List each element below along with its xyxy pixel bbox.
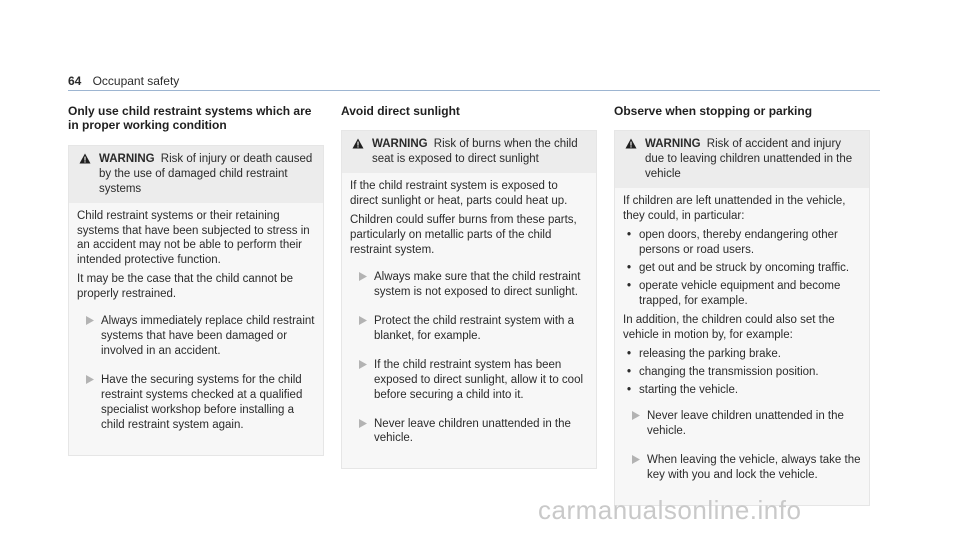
warning-paragraph: Child restraint systems or their retaining systems that have been subjected to stress in an accident may not be able to perform their intended protective function.	[77, 209, 310, 267]
bullet-list	[623, 347, 861, 398]
instruction-step	[350, 314, 588, 344]
warning-body	[342, 173, 596, 468]
warning-label: WARNING	[645, 138, 701, 151]
play-arrow-icon	[359, 419, 367, 428]
play-arrow-icon	[86, 316, 94, 325]
step-text: Always immediately replace child restraint systems that have been damaged or involved in an accident.	[101, 315, 315, 358]
list-item: • operate vehicle equipment and become trapped, for example.	[623, 279, 861, 309]
play-arrow-icon	[359, 272, 367, 281]
play-arrow-icon	[632, 455, 640, 464]
warning-title: Risk of burns when the child seat is exposed to direct sunlight	[372, 138, 578, 166]
warning-title: Risk of injury or death caused by the use of damaged child restraint systems	[99, 152, 313, 195]
section-title: Occupant safety	[92, 74, 180, 88]
step-text: Have the securing systems for the child restraint systems checked at a qualified specialist workshop before installing a child restraint system again.	[101, 374, 303, 431]
step-text: Never leave children unattended in the vehicle.	[374, 417, 571, 445]
step-text: When leaving the vehicle, always take the key with you and lock the vehicle.	[647, 454, 861, 482]
warning-body	[615, 188, 869, 505]
warning-paragraph: If the child restraint system is exposed to direct sunlight or heat, parts could heat up.	[350, 180, 568, 208]
instruction-steps	[623, 409, 861, 483]
header-divider	[68, 90, 880, 91]
warning-box	[68, 145, 324, 456]
watermark: carmanualsonline.info	[538, 495, 802, 525]
warning-paragraph: In addition, the children could also set the vehicle in motion by, for example:	[623, 313, 835, 341]
column-stopping-parking	[614, 104, 870, 506]
warning-paragraph: Children could suffer burns from these parts, particularly on metallic parts of the child restraint system.	[350, 214, 577, 257]
warning-paragraph: It may be the case that the child cannot be properly restrained.	[77, 273, 294, 301]
warning-triangle-icon	[352, 138, 364, 149]
warning-header	[342, 131, 596, 173]
list-item: • releasing the parking brake.	[623, 347, 861, 362]
warning-header	[69, 146, 323, 203]
section-heading: Avoid direct sunlight	[341, 104, 460, 118]
list-item: • changing the transmission position.	[623, 365, 861, 380]
bullet-list	[623, 228, 861, 309]
warning-triangle-icon	[79, 153, 91, 164]
play-arrow-icon	[632, 411, 640, 420]
column-direct-sunlight	[341, 104, 597, 469]
warning-paragraph: If children are left unattended in the vehicle, they could, in particular:	[623, 195, 846, 223]
page-number: 64	[68, 74, 82, 88]
instruction-step	[350, 270, 588, 300]
column-child-restraint-condition	[68, 104, 324, 456]
page-header	[68, 74, 179, 90]
warning-box	[614, 130, 870, 506]
warning-label: WARNING	[372, 138, 428, 151]
instruction-step	[350, 417, 588, 447]
list-item: • get out and be struck by oncoming traffic.	[623, 261, 861, 276]
section-heading: Only use child restraint systems which are in proper working condition	[68, 104, 312, 133]
warning-header	[615, 131, 869, 188]
warning-triangle-icon	[625, 138, 637, 149]
list-item: • starting the vehicle.	[623, 383, 861, 398]
instruction-steps	[350, 270, 588, 446]
play-arrow-icon	[86, 375, 94, 384]
step-text: If the child restraint system has been exposed to direct sunlight, allow it to cool before securing a child into it.	[374, 358, 584, 401]
section-heading: Observe when stopping or parking	[614, 104, 813, 118]
instruction-step	[623, 453, 861, 483]
step-text: Never leave children unattended in the vehicle.	[647, 410, 844, 438]
warning-title: Risk of accident and injury due to leaving children unattended in the vehicle	[645, 138, 853, 181]
warning-box	[341, 130, 597, 469]
warning-body	[69, 203, 323, 455]
step-text: Always make sure that the child restraint system is not exposed to direct sunlight.	[374, 270, 581, 298]
play-arrow-icon	[359, 316, 367, 325]
instruction-steps	[77, 314, 315, 433]
instruction-step	[623, 409, 861, 439]
play-arrow-icon	[359, 360, 367, 369]
warning-label: WARNING	[99, 152, 155, 165]
instruction-step	[77, 373, 315, 433]
step-text: Protect the child restraint system with a blanket, for example.	[374, 314, 575, 342]
list-item: • open doors, thereby endangering other persons or road users.	[623, 228, 861, 258]
instruction-step	[77, 314, 315, 359]
instruction-step	[350, 358, 588, 403]
